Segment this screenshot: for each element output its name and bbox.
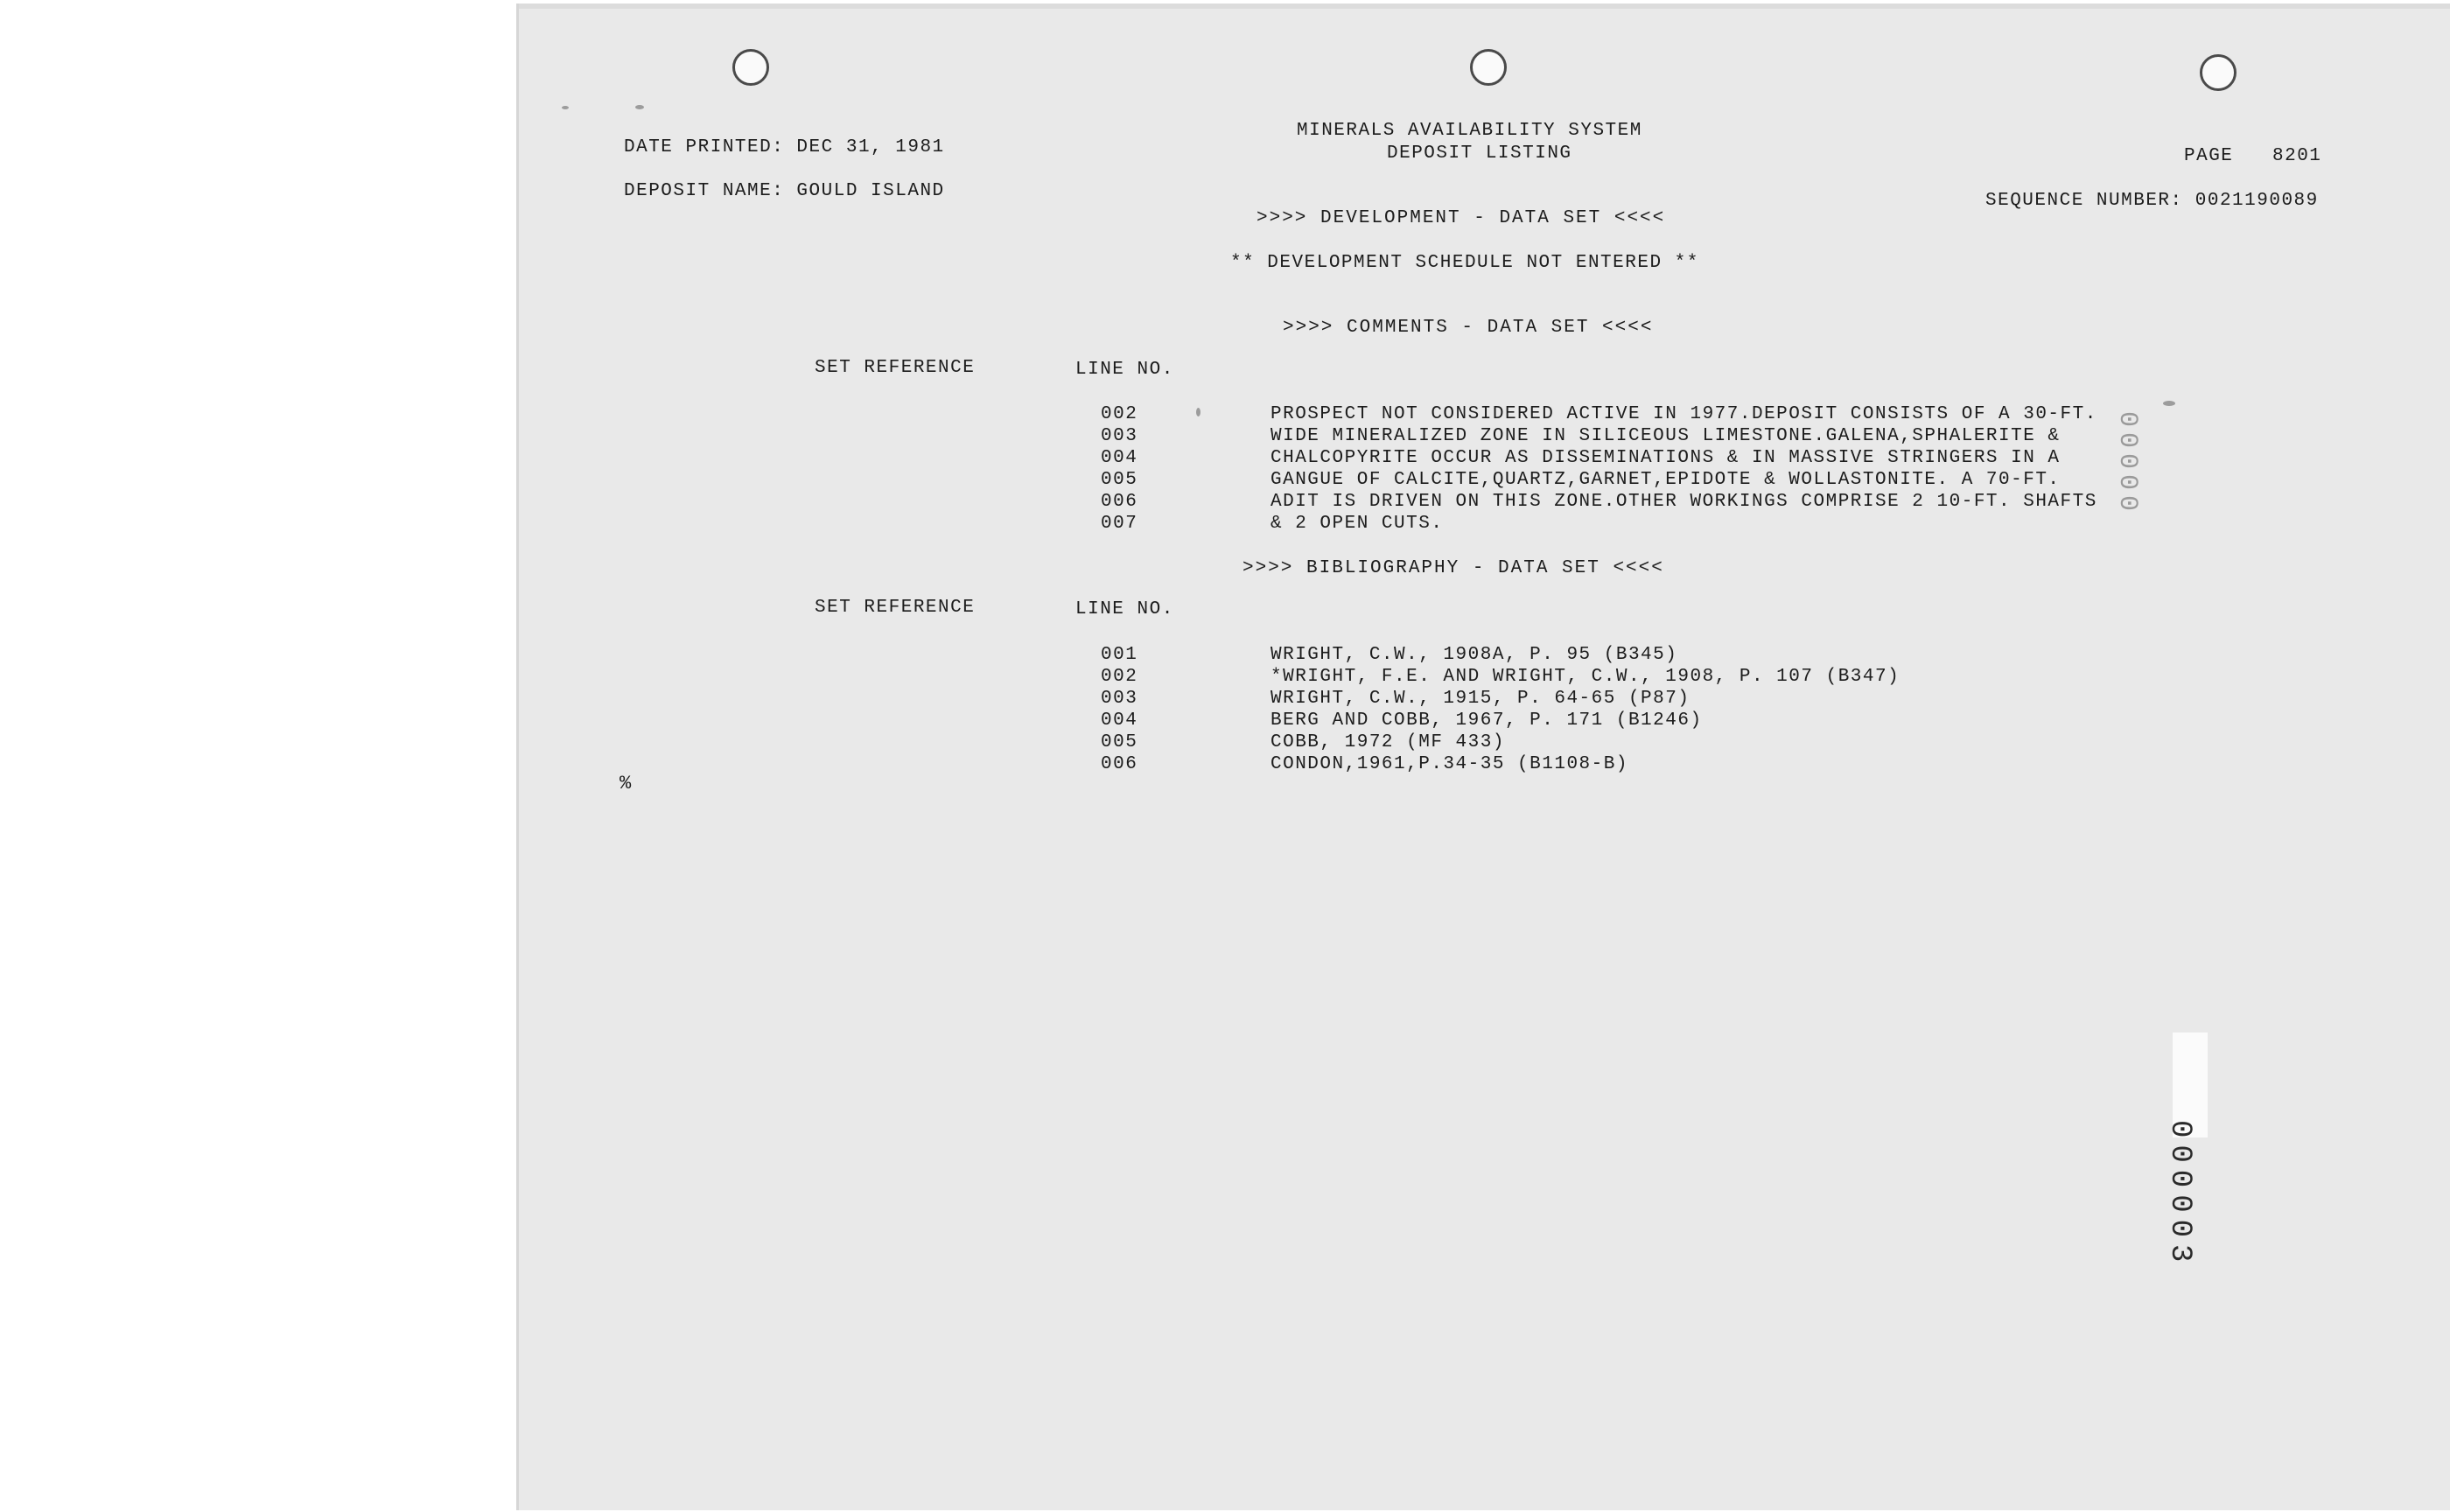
line-number: 007 [1101,514,1138,534]
line-number: 006 [1101,492,1138,512]
line-text: & 2 OPEN CUTS. [1270,514,1444,534]
deposit-name: DEPOSIT NAME: GOULD ISLAND [624,181,945,201]
line-text: WRIGHT, C.W., 1908A, P. 95 (B345) [1270,645,1678,665]
comments-col-set-reference: SET REFERENCE [815,358,976,378]
line-number: 005 [1101,470,1138,490]
frame-number-stamp: 000003 [2163,1120,2196,1270]
line-text: *WRIGHT, F.E. AND WRIGHT, C.W., 1908, P. 107 (B347) [1270,667,1900,687]
line-number: 005 [1101,732,1138,752]
page-label: PAGE [2184,146,2234,166]
comments-col-line-no: LINE NO. [1075,360,1174,380]
line-number: 003 [1101,689,1138,709]
page-number: 8201 [2272,146,2322,166]
line-number: 006 [1101,754,1138,774]
scan-speck [562,106,569,109]
sequence-number: SEQUENCE NUMBER: 0021190089 [1985,191,2319,211]
system-title: MINERALS AVAILABILITY SYSTEM [1297,121,1642,141]
binder-hole-left [732,49,769,86]
development-note: ** DEVELOPMENT SCHEDULE NOT ENTERED ** [1230,253,1699,273]
scan-speck [635,105,644,109]
bibliography-col-set-reference: SET REFERENCE [815,598,976,618]
line-number: 002 [1101,667,1138,687]
faint-bleedthrough-stamp: 00000 [2112,411,2142,517]
line-text: WIDE MINERALIZED ZONE IN SILICEOUS LIMESTONE.GALENA,SPHALERITE & [1270,426,2061,446]
line-text: BERG AND COBB, 1967, P. 171 (B1246) [1270,710,1703,731]
page-edge-shadow [519,4,2450,9]
line-text: WRIGHT, C.W., 1915, P. 64-65 (P87) [1270,689,1690,709]
percent-mark: % [620,773,633,794]
line-text: ADIT IS DRIVEN ON THIS ZONE.OTHER WORKINGS COMPRISE 2 10-FT. SHAFTS [1270,492,2097,512]
listing-title: DEPOSIT LISTING [1387,144,1572,164]
line-number: 001 [1101,645,1138,665]
line-text: COBB, 1972 (MF 433) [1270,732,1505,752]
bibliography-col-line-no: LINE NO. [1075,599,1174,620]
bibliography-heading: >>>> BIBLIOGRAPHY - DATA SET <<<< [1242,558,1664,578]
date-printed: DATE PRINTED: DEC 31, 1981 [624,137,945,158]
binder-hole-center [1470,49,1507,86]
line-number: 002 [1101,404,1138,424]
line-text: CHALCOPYRITE OCCUR AS DISSEMINATIONS & IN MASSIVE STRINGERS IN A [1270,448,2061,468]
comments-heading: >>>> COMMENTS - DATA SET <<<< [1283,318,1654,338]
line-number: 003 [1101,426,1138,446]
line-number: 004 [1101,710,1138,731]
line-text: PROSPECT NOT CONSIDERED ACTIVE IN 1977.DEPOSIT CONSISTS OF A 30-FT. [1270,404,2097,424]
scan-speck [2163,401,2175,406]
line-text: GANGUE OF CALCITE,QUARTZ,GARNET,EPIDOTE & WOLLASTONITE. A 70-FT. [1270,470,2061,490]
binder-hole-right [2200,54,2236,91]
line-number: 004 [1101,448,1138,468]
scan-speck [1196,408,1200,416]
line-text: CONDON,1961,P.34-35 (B1108-B) [1270,754,1628,774]
development-heading: >>>> DEVELOPMENT - DATA SET <<<< [1256,208,1666,228]
